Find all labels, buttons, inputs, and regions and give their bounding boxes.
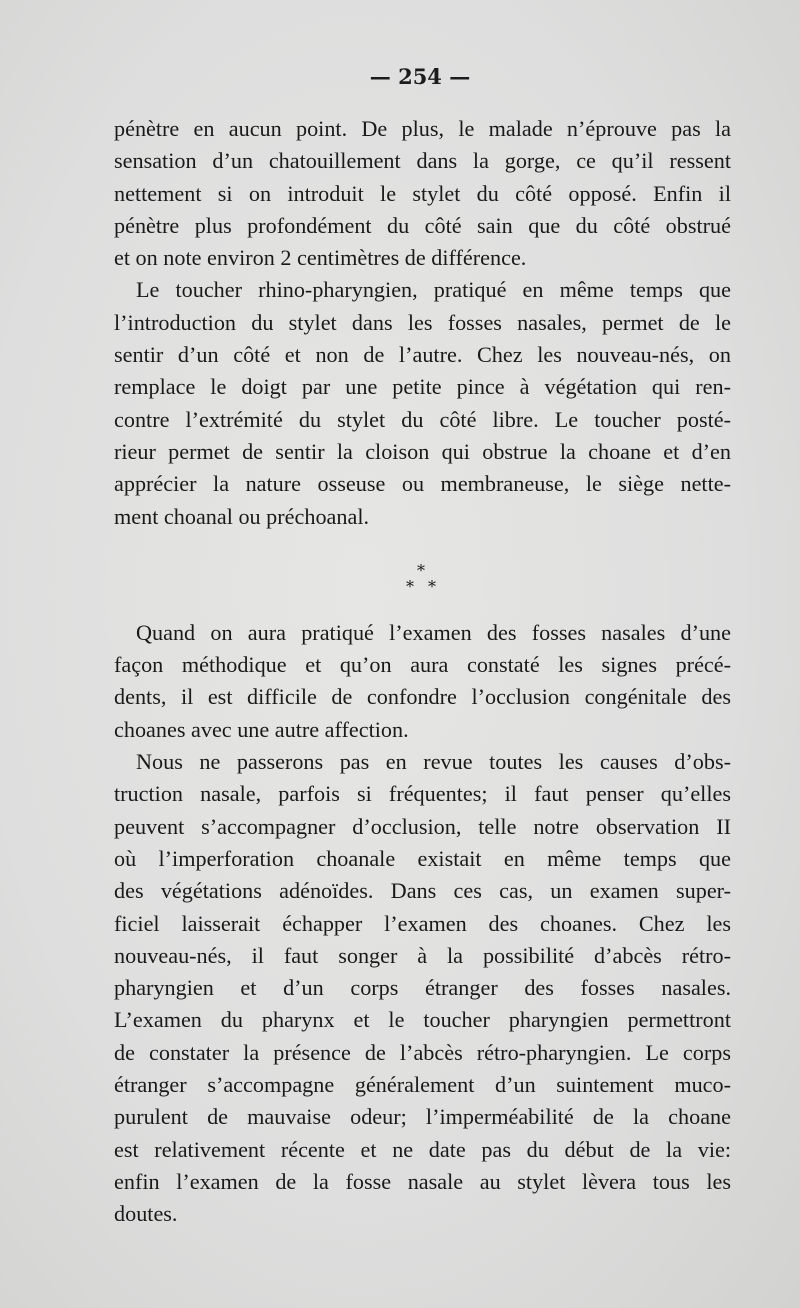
text-line: doutes. xyxy=(114,1201,178,1227)
text-line: Le toucher rhino-pharyngien, pratiqué en même temps que xyxy=(136,277,731,303)
text-line: est relativement récente et ne date pas du début de la vie: xyxy=(114,1136,731,1162)
paragraph xyxy=(114,113,731,274)
text-line: pénètre plus profondément du côté sain que du côté obstrué xyxy=(114,212,731,238)
text-line: remplace le doigt par une petite pince à végétation qui ren- xyxy=(114,374,731,400)
text-line: sensation d’un chatouillement dans la gorge, ce qu’il ressent xyxy=(114,148,731,174)
asterism-separator xyxy=(403,563,443,599)
text-line: rieur permet de sentir la cloison qui obstrue la choane et d’en xyxy=(114,438,731,464)
paragraph xyxy=(114,617,731,746)
text-line: de constater la présence de l’abcès rétro-pharyngien. Le corps xyxy=(114,1039,731,1065)
text-line: ficiel laisserait échapper l’examen des choanes. Chez les xyxy=(114,910,731,936)
text-line: L’examen du pharynx et le toucher pharyngien permettront xyxy=(114,1007,731,1033)
text-line: nettement si on introduit le stylet du côté opposé. Enfin il xyxy=(114,180,731,206)
text-line: ment choanal ou préchoanal. xyxy=(114,503,370,529)
text-line: purulent de mauvaise odeur; l’imperméabilité de la choane xyxy=(114,1104,731,1130)
text-line: peuvent s’accompagner d’occlusion, telle notre observation II xyxy=(114,813,731,839)
text-line: étranger s’accompagne généralement d’un suintement muco- xyxy=(114,1072,731,1098)
asterisk: * xyxy=(428,577,436,596)
paragraph xyxy=(114,274,731,532)
paragraph xyxy=(114,746,731,1230)
text-line: Quand on aura pratiqué l’examen des fosses nasales d’une xyxy=(136,619,731,645)
text-line: apprécier la nature osseuse ou membraneuse, le siège nette- xyxy=(114,471,731,497)
asterisk: * xyxy=(417,561,425,580)
text-line: truction nasale, parfois si fréquentes; il faut penser qu’elles xyxy=(114,781,731,807)
text-line: Nous ne passerons pas en revue toutes les causes d’obs- xyxy=(136,749,731,775)
text-line: dents, il est difficile de confondre l’occlusion congénitale des xyxy=(114,684,731,710)
text-line: sentir d’un côté et non de l’autre. Chez les nouveau-nés, on xyxy=(114,342,731,368)
text-line: des végétations adénoïdes. Dans ces cas, un examen super- xyxy=(114,878,731,904)
text-line: pharyngien et d’un corps étranger des fosses nasales. xyxy=(114,975,731,1001)
text-line: où l’imperforation choanale existait en même temps que xyxy=(114,845,731,871)
text-line: l’introduction du stylet dans les fosses nasales, permet de le xyxy=(114,309,731,335)
text-line: choanes avec une autre affection. xyxy=(114,716,409,742)
text-line: enfin l’examen de la fosse nasale au stylet lèvera tous les xyxy=(114,1168,731,1194)
text-line: façon méthodique et qu’on aura constaté les signes précé- xyxy=(114,652,731,678)
asterisk: * xyxy=(406,577,414,596)
body-text xyxy=(114,113,731,1231)
page-number: — 254 — xyxy=(369,64,471,89)
text-line: pénètre en aucun point. De plus, le malade n’éprouve pas la xyxy=(114,116,731,141)
text-line: nouveau-nés, il faut songer à la possibilité d’abcès rétro- xyxy=(114,942,731,968)
text-line: contre l’extrémité du stylet du côté libre. Le toucher posté- xyxy=(114,406,731,432)
text-line: et on note environ 2 centimètres de différence. xyxy=(114,245,527,271)
